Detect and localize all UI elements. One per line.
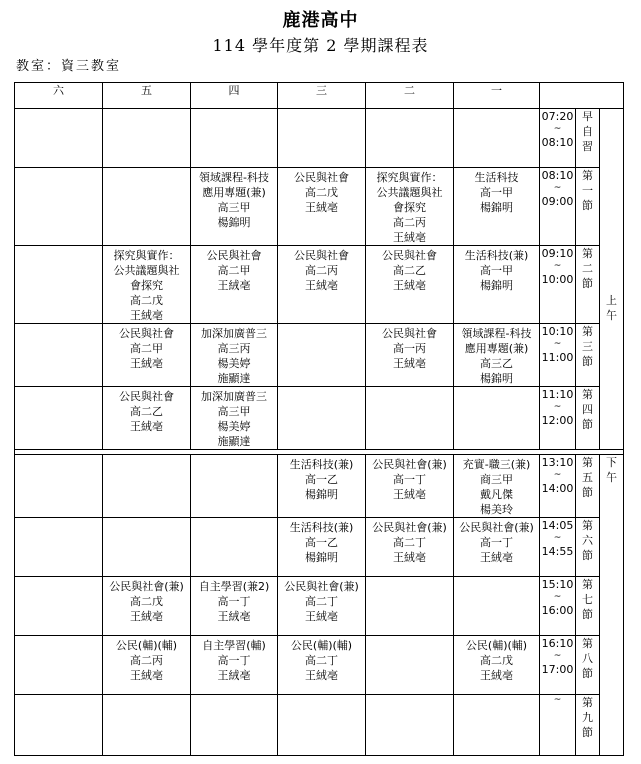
class-line: 高三乙 bbox=[480, 357, 513, 370]
end-time: 10:00 bbox=[541, 273, 574, 286]
end-time: 16:00 bbox=[541, 604, 574, 617]
class-cell bbox=[191, 387, 278, 450]
class-line: 楊美婷 bbox=[217, 357, 251, 370]
class-cell bbox=[15, 246, 103, 324]
class-cell bbox=[15, 518, 103, 577]
start-time: 08:10 bbox=[541, 169, 574, 182]
class-cell bbox=[191, 109, 278, 168]
period-row bbox=[15, 324, 624, 387]
class-line: 王絨亳 bbox=[393, 279, 426, 292]
day-header: 一 bbox=[454, 83, 540, 109]
period-name bbox=[576, 455, 600, 518]
end-time: 09:00 bbox=[541, 195, 574, 208]
class-line: 探究與實作： bbox=[376, 171, 443, 184]
class-line: 王絨亳 bbox=[217, 669, 251, 682]
period-name-char: 節 bbox=[582, 549, 593, 562]
class-cell bbox=[191, 518, 278, 577]
school-name: 鹿港高中 bbox=[282, 10, 359, 31]
period-name-char: 第 bbox=[582, 169, 593, 182]
class-line: 楊錦明 bbox=[480, 372, 513, 385]
period-time bbox=[540, 636, 576, 695]
half-day-char: 上 bbox=[606, 294, 617, 307]
class-cell bbox=[15, 695, 103, 756]
class-line: 高二戊 bbox=[130, 294, 163, 307]
period-name-char: 第 bbox=[582, 578, 593, 591]
period-name-char: 節 bbox=[582, 486, 593, 499]
class-line: 應用專題(兼) bbox=[464, 342, 529, 355]
period-name bbox=[576, 324, 600, 387]
end-time: 14:55 bbox=[541, 545, 574, 558]
time-range-tilde: ~ bbox=[553, 592, 562, 602]
class-cell bbox=[454, 518, 540, 577]
class-cell bbox=[454, 455, 540, 518]
class-line: 高三丙 bbox=[217, 342, 251, 355]
class-line: 楊錦明 bbox=[305, 551, 338, 564]
half-day-char: 午 bbox=[606, 309, 617, 322]
class-line: 應用專題(兼) bbox=[202, 186, 266, 199]
class-cell bbox=[278, 324, 366, 387]
period-name-char: 習 bbox=[582, 140, 593, 153]
period-name-char: 七 bbox=[582, 593, 593, 606]
period-name-char: 節 bbox=[582, 199, 593, 212]
time-range-tilde: ~ bbox=[553, 124, 562, 134]
class-line: 生活科技(兼) bbox=[464, 249, 529, 262]
period-time bbox=[540, 109, 576, 168]
class-cell bbox=[15, 168, 103, 246]
class-line: 公民(輔)(輔) bbox=[290, 639, 353, 652]
end-time: 17:00 bbox=[541, 663, 574, 676]
day-header-row bbox=[15, 83, 624, 109]
class-cell bbox=[454, 636, 540, 695]
class-cell bbox=[103, 518, 191, 577]
class-line: 加深加廣普三 bbox=[201, 390, 267, 403]
class-line: 高二戊 bbox=[130, 595, 163, 608]
class-line: 王絨亳 bbox=[393, 231, 426, 244]
class-line: 公民與社會 bbox=[294, 249, 349, 262]
class-cell bbox=[278, 695, 366, 756]
class-line: 高一丁 bbox=[217, 595, 251, 608]
class-cell bbox=[15, 577, 103, 636]
class-line: 王絨亳 bbox=[217, 610, 251, 623]
class-line: 加深加廣普三 bbox=[201, 327, 267, 340]
class-cell bbox=[191, 246, 278, 324]
class-line: 會探究 bbox=[130, 279, 163, 292]
class-line: 高二甲 bbox=[130, 342, 163, 355]
period-name-char: 節 bbox=[582, 667, 593, 680]
period-name-char: 節 bbox=[582, 726, 593, 739]
period-name-char: 自 bbox=[582, 125, 593, 138]
start-time: 11:10 bbox=[541, 388, 574, 401]
period-name bbox=[576, 577, 600, 636]
class-line: 公民與社會 bbox=[119, 327, 174, 340]
class-line: 高二丁 bbox=[305, 595, 338, 608]
period-time bbox=[540, 577, 576, 636]
class-line: 高二丙 bbox=[305, 264, 338, 277]
class-cell bbox=[366, 695, 454, 756]
class-line: 王絨亳 bbox=[305, 201, 338, 214]
class-cell bbox=[278, 577, 366, 636]
period-name bbox=[576, 636, 600, 695]
class-line: 高二丁 bbox=[393, 536, 426, 549]
class-cell bbox=[191, 636, 278, 695]
period-time bbox=[540, 324, 576, 387]
class-line: 公共議題與社 bbox=[376, 186, 443, 199]
class-line: 王絨亳 bbox=[393, 551, 426, 564]
header-blank bbox=[540, 83, 624, 109]
morning-label bbox=[600, 109, 624, 450]
class-line: 領域課程-科技 bbox=[461, 327, 532, 340]
period-name-char: 第 bbox=[582, 696, 593, 709]
start-time: 13:10 bbox=[541, 456, 574, 469]
class-line: 探究與實作： bbox=[113, 249, 180, 262]
class-cell bbox=[278, 109, 366, 168]
class-line: 高二丙 bbox=[130, 654, 163, 667]
period-row bbox=[15, 455, 624, 518]
class-line: 公民與社會(兼) bbox=[372, 521, 447, 534]
period-name-char: 三 bbox=[582, 340, 593, 353]
class-cell bbox=[366, 577, 454, 636]
class-line: 自主學習(兼2) bbox=[198, 580, 270, 593]
class-line: 生活科技 bbox=[474, 171, 519, 184]
class-line: 楊美玲 bbox=[480, 503, 513, 516]
class-line: 王絨亳 bbox=[480, 551, 513, 564]
class-line: 高一甲 bbox=[480, 264, 513, 277]
class-cell bbox=[366, 455, 454, 518]
period-row bbox=[15, 636, 624, 695]
start-time: 10:10 bbox=[541, 325, 574, 338]
class-line: 高二戊 bbox=[305, 186, 338, 199]
time-range-tilde: ~ bbox=[553, 651, 562, 661]
class-line: 公民(輔)(輔) bbox=[115, 639, 178, 652]
timetable bbox=[14, 82, 624, 756]
end-time: 12:00 bbox=[541, 414, 574, 427]
class-line: 高二丙 bbox=[393, 216, 426, 229]
class-cell bbox=[15, 109, 103, 168]
start-time: 15:10 bbox=[541, 578, 574, 591]
time-range-tilde: ~ bbox=[553, 261, 562, 271]
time-range-tilde: ~ bbox=[553, 339, 562, 349]
class-cell bbox=[103, 109, 191, 168]
time-range-tilde: ~ bbox=[553, 533, 562, 543]
schedule-title: 114 學年度第 2 學期課程表 bbox=[212, 36, 429, 55]
period-row bbox=[15, 109, 624, 168]
class-cell bbox=[15, 455, 103, 518]
class-cell bbox=[191, 455, 278, 518]
class-line: 楊錦明 bbox=[480, 279, 513, 292]
period-row bbox=[15, 695, 624, 756]
class-line: 王絨亳 bbox=[305, 279, 338, 292]
period-name-char: 第 bbox=[582, 519, 593, 532]
class-cell bbox=[103, 695, 191, 756]
period-name-char: 第 bbox=[582, 325, 593, 338]
class-cell bbox=[454, 324, 540, 387]
class-line: 生活科技(兼) bbox=[289, 458, 354, 471]
class-line: 楊美婷 bbox=[217, 420, 251, 433]
class-line: 公民與社會(兼) bbox=[459, 521, 534, 534]
class-cell bbox=[366, 246, 454, 324]
class-line: 公共議題與社 bbox=[113, 264, 180, 277]
period-name-char: 第 bbox=[582, 456, 593, 469]
period-time bbox=[540, 246, 576, 324]
class-cell bbox=[103, 455, 191, 518]
class-line: 高三甲 bbox=[217, 201, 251, 214]
period-name bbox=[576, 387, 600, 450]
class-cell bbox=[454, 387, 540, 450]
class-cell bbox=[278, 636, 366, 695]
class-cell bbox=[103, 636, 191, 695]
class-line: 高一乙 bbox=[305, 536, 338, 549]
time-range-tilde: ~ bbox=[553, 402, 562, 412]
period-name bbox=[576, 246, 600, 324]
end-time: 11:00 bbox=[541, 351, 574, 364]
period-row bbox=[15, 577, 624, 636]
day-header: 二 bbox=[366, 83, 454, 109]
start-time: 16:10 bbox=[541, 637, 574, 650]
afternoon-label bbox=[600, 455, 624, 756]
class-line: 施顯達 bbox=[217, 372, 251, 385]
class-line: 公民與社會(兼) bbox=[109, 580, 184, 593]
class-cell bbox=[366, 387, 454, 450]
class-cell bbox=[454, 695, 540, 756]
class-line: 楊錦明 bbox=[480, 201, 513, 214]
period-name-char: 六 bbox=[582, 534, 593, 547]
class-line: 高二乙 bbox=[130, 405, 163, 418]
end-time: 14:00 bbox=[541, 482, 574, 495]
period-name-char: 第 bbox=[582, 637, 593, 650]
class-line: 充實-職三(兼) bbox=[462, 458, 531, 471]
class-line: 高一丙 bbox=[393, 342, 426, 355]
class-cell bbox=[366, 168, 454, 246]
period-time bbox=[540, 387, 576, 450]
class-cell bbox=[103, 168, 191, 246]
class-line: 公民與社會 bbox=[382, 249, 437, 262]
class-line: 公民與社會(兼) bbox=[372, 458, 447, 471]
period-name-char: 八 bbox=[582, 652, 593, 665]
day-header: 四 bbox=[191, 83, 278, 109]
class-line: 高二乙 bbox=[393, 264, 426, 277]
class-cell bbox=[191, 324, 278, 387]
class-line: 公民與社會 bbox=[119, 390, 174, 403]
class-cell bbox=[366, 518, 454, 577]
period-name-char: 四 bbox=[582, 403, 593, 416]
class-line: 公民與社會 bbox=[382, 327, 437, 340]
period-name bbox=[576, 518, 600, 577]
class-cell bbox=[15, 324, 103, 387]
class-line: 領域課程-科技 bbox=[199, 171, 269, 184]
class-line: 王絨亳 bbox=[480, 669, 513, 682]
class-line: 公民與社會 bbox=[206, 249, 262, 262]
class-line: 高三甲 bbox=[217, 405, 251, 418]
period-name bbox=[576, 168, 600, 246]
period-name-char: 早 bbox=[582, 110, 593, 123]
class-line: 高二丁 bbox=[305, 654, 338, 667]
period-name-char: 二 bbox=[582, 262, 593, 275]
class-cell bbox=[366, 109, 454, 168]
class-cell bbox=[278, 455, 366, 518]
period-time bbox=[540, 168, 576, 246]
class-cell bbox=[103, 246, 191, 324]
start-time: 09:10 bbox=[541, 247, 574, 260]
class-line: 高二甲 bbox=[217, 264, 251, 277]
time-range-tilde: ~ bbox=[553, 695, 562, 705]
class-cell bbox=[366, 324, 454, 387]
time-range-tilde: ~ bbox=[553, 470, 562, 480]
class-cell bbox=[103, 387, 191, 450]
class-line: 王絨亳 bbox=[393, 357, 426, 370]
period-name-char: 第 bbox=[582, 388, 593, 401]
class-cell bbox=[278, 246, 366, 324]
class-line: 會探究 bbox=[393, 201, 426, 214]
class-line: 王絨亳 bbox=[305, 610, 338, 623]
period-row bbox=[15, 387, 624, 450]
class-cell bbox=[103, 577, 191, 636]
classroom-label: 教室：資三教室 bbox=[16, 59, 122, 74]
class-line: 生活科技(兼) bbox=[289, 521, 354, 534]
class-cell bbox=[191, 168, 278, 246]
class-line: 楊錦明 bbox=[305, 488, 338, 501]
class-line: 高一丁 bbox=[393, 473, 426, 486]
class-cell bbox=[454, 168, 540, 246]
period-name-char: 節 bbox=[582, 418, 593, 431]
class-cell bbox=[278, 387, 366, 450]
end-time: 08:10 bbox=[541, 136, 574, 149]
class-line: 楊錦明 bbox=[217, 216, 251, 229]
class-cell bbox=[278, 518, 366, 577]
class-line: 商三甲 bbox=[480, 473, 513, 486]
class-line: 王絨亳 bbox=[305, 669, 338, 682]
period-time bbox=[540, 695, 576, 756]
period-time bbox=[540, 518, 576, 577]
class-cell bbox=[454, 109, 540, 168]
period-name-char: 節 bbox=[582, 608, 593, 621]
class-line: 王絨亳 bbox=[130, 357, 163, 370]
start-time: 07:20 bbox=[541, 110, 574, 123]
class-line: 王絨亳 bbox=[393, 488, 426, 501]
class-line: 高一甲 bbox=[480, 186, 513, 199]
half-day-char: 下 bbox=[606, 456, 617, 469]
class-line: 高二戊 bbox=[480, 654, 513, 667]
class-cell bbox=[366, 636, 454, 695]
class-line: 高一丁 bbox=[217, 654, 251, 667]
class-line: 自主學習(輔) bbox=[202, 639, 266, 652]
class-line: 王絨亳 bbox=[130, 669, 163, 682]
class-cell bbox=[454, 577, 540, 636]
class-line: 戴凡傑 bbox=[480, 488, 513, 501]
day-header: 五 bbox=[103, 83, 191, 109]
class-line: 公民與社會(兼) bbox=[284, 580, 359, 593]
period-name-char: 節 bbox=[582, 277, 593, 290]
period-name bbox=[576, 695, 600, 756]
period-name-char: 第 bbox=[582, 247, 593, 260]
day-header: 六 bbox=[15, 83, 103, 109]
class-line: 高一乙 bbox=[305, 473, 338, 486]
class-cell bbox=[191, 577, 278, 636]
period-name-char: 一 bbox=[582, 184, 593, 197]
class-cell bbox=[15, 387, 103, 450]
start-time: 14:05 bbox=[541, 519, 574, 532]
period-name-char: 節 bbox=[582, 355, 593, 368]
period-name-char: 五 bbox=[582, 471, 593, 484]
class-line: 王絨亳 bbox=[130, 610, 163, 623]
class-cell bbox=[278, 168, 366, 246]
class-cell bbox=[103, 324, 191, 387]
class-line: 高一丁 bbox=[480, 536, 513, 549]
class-line: 王絨亳 bbox=[217, 279, 251, 292]
period-time bbox=[540, 455, 576, 518]
class-line: 公民(輔)(輔) bbox=[465, 639, 528, 652]
period-name bbox=[576, 109, 600, 168]
class-line: 公民與社會 bbox=[294, 171, 349, 184]
half-day-char: 午 bbox=[606, 471, 617, 484]
class-cell bbox=[15, 636, 103, 695]
time-range-tilde: ~ bbox=[553, 183, 562, 193]
period-row bbox=[15, 246, 624, 324]
period-name-char: 九 bbox=[582, 711, 593, 724]
period-row bbox=[15, 518, 624, 577]
class-line: 王絨亳 bbox=[130, 309, 163, 322]
class-line: 王絨亳 bbox=[130, 420, 163, 433]
day-header: 三 bbox=[278, 83, 366, 109]
class-cell bbox=[191, 695, 278, 756]
period-row bbox=[15, 168, 624, 246]
class-line: 施顯達 bbox=[217, 435, 251, 448]
class-cell bbox=[454, 246, 540, 324]
